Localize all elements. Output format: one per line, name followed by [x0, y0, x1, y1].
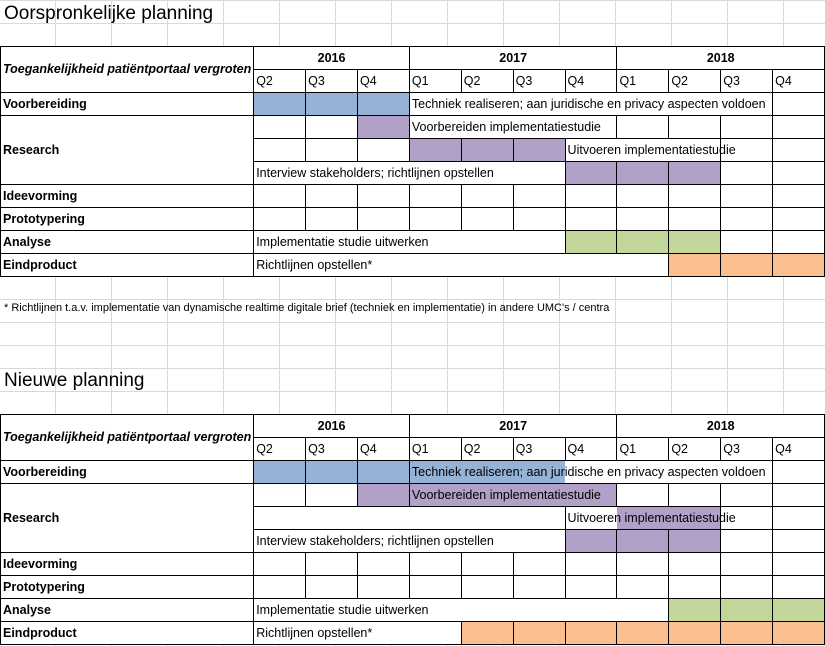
- gantt-cell: [721, 622, 773, 645]
- gantt-cell: [773, 622, 825, 645]
- gantt-cell: [669, 116, 721, 139]
- gantt-cell: [254, 254, 373, 277]
- gantt-cell: [721, 116, 773, 139]
- gantt-cell: [357, 484, 409, 507]
- row-label-voorbereiding: Voorbereiding: [1, 93, 254, 116]
- gantt-cell: [306, 461, 358, 484]
- gantt-cell: [409, 461, 766, 484]
- gantt-cell: [461, 622, 513, 645]
- gantt-cell: [669, 622, 721, 645]
- gantt-cell: [669, 599, 721, 622]
- row-label-prototypering: Prototypering: [1, 208, 254, 231]
- gantt-cell: [306, 484, 358, 507]
- quarter-header: Q2: [254, 70, 306, 93]
- gantt-cell: [617, 231, 669, 254]
- gantt-cell: [357, 507, 409, 530]
- gantt-cell: [669, 162, 721, 185]
- quarter-header: Q3: [513, 438, 565, 461]
- row-analyse: [1, 599, 825, 622]
- row-label-ideevorming: Ideevorming: [1, 553, 254, 576]
- year-2016: 2016: [254, 415, 410, 438]
- gantt-cell: [513, 162, 565, 185]
- quarter-header: Q3: [513, 70, 565, 93]
- quarter-header: Q4: [773, 438, 825, 461]
- row-ideevorming: [1, 553, 825, 576]
- gantt-cell: [669, 231, 721, 254]
- task-uitvoeren: Uitvoeren implementatiestudie: [567, 511, 736, 525]
- gantt-cell: [721, 530, 773, 553]
- row-label-analyse: Analyse: [1, 599, 254, 622]
- gantt-cell: [773, 254, 825, 277]
- gantt-cell: [254, 622, 373, 645]
- row-prototypering: [1, 576, 825, 599]
- quarter-header: Q2: [669, 70, 721, 93]
- gantt-cell: [254, 484, 306, 507]
- quarter-header: Q4: [565, 438, 617, 461]
- quarter-header: Q4: [565, 70, 617, 93]
- gantt-cell: [721, 599, 773, 622]
- gantt-cell: [565, 139, 736, 162]
- quarter-header: Q1: [409, 70, 461, 93]
- gantt-cell: [669, 484, 721, 507]
- gantt-cell: [461, 507, 513, 530]
- original-planning-table: [0, 46, 825, 277]
- gantt-cell: [721, 484, 773, 507]
- gantt-cell: [254, 231, 429, 254]
- row-label-research: Research: [1, 116, 254, 185]
- quarter-header: Q2: [669, 438, 721, 461]
- gantt-cell: [617, 622, 669, 645]
- table-header-label: Toegankelijkheid patiëntportaal vergroten: [1, 415, 254, 461]
- task-voorbereiden: Voorbereiden implementatiestudie: [411, 488, 601, 502]
- gantt-cell: [254, 93, 306, 116]
- gantt-cell: [617, 530, 669, 553]
- gantt-cell: [513, 507, 565, 530]
- year-2018: 2018: [617, 47, 825, 70]
- task-richtlijnen: Richtlijnen opstellen*: [256, 258, 373, 272]
- gantt-cell: [254, 599, 429, 622]
- gantt-cell: [254, 162, 494, 185]
- row-label-voorbereiding: Voorbereiding: [1, 461, 254, 484]
- gantt-cell: [513, 622, 565, 645]
- gantt-cell: [409, 484, 601, 507]
- gantt-cell: [254, 116, 306, 139]
- gantt-cell: [773, 139, 825, 162]
- gantt-cell: [254, 530, 494, 553]
- row-label-eindproduct: Eindproduct: [1, 254, 254, 277]
- task-implementatie: Implementatie studie uitwerken: [256, 603, 429, 617]
- quarter-header: Q4: [773, 70, 825, 93]
- row-eindproduct: [1, 254, 825, 277]
- gantt-cell: [773, 484, 825, 507]
- gantt-cell: [565, 231, 617, 254]
- gantt-cell: [254, 507, 306, 530]
- gantt-cell: [254, 139, 306, 162]
- row-label-prototypering: Prototypering: [1, 576, 254, 599]
- row-research-1: [1, 116, 825, 139]
- quarter-header: Q3: [306, 70, 358, 93]
- gantt-cell: [513, 530, 565, 553]
- row-voorbereiding: [1, 93, 825, 116]
- row-label-ideevorming: Ideevorming: [1, 185, 254, 208]
- gantt-cell: [617, 162, 669, 185]
- quarter-header: Q1: [409, 438, 461, 461]
- gantt-cell: [357, 93, 409, 116]
- quarter-header: Q2: [461, 70, 513, 93]
- quarter-header: Q3: [721, 438, 773, 461]
- gantt-cell: [357, 139, 409, 162]
- row-analyse: [1, 231, 825, 254]
- gantt-cell: [306, 116, 358, 139]
- task-techniek: Techniek realiseren; aan juridische en privacy aspecten voldoen: [411, 465, 766, 479]
- year-2016: 2016: [254, 47, 410, 70]
- quarter-header: Q2: [254, 438, 306, 461]
- year-2017: 2017: [409, 47, 617, 70]
- gantt-cell: [617, 116, 669, 139]
- gantt-cell: [565, 622, 617, 645]
- year-2018: 2018: [617, 415, 825, 438]
- gantt-cell: [669, 530, 721, 553]
- gantt-cell: [409, 139, 461, 162]
- task-interview: Interview stakeholders; richtlijnen opstellen: [256, 166, 494, 180]
- quarter-header: Q3: [306, 438, 358, 461]
- task-techniek: Techniek realiseren; aan juridische en privacy aspecten voldoen: [411, 97, 766, 111]
- row-label-analyse: Analyse: [1, 231, 254, 254]
- year-2017: 2017: [409, 415, 617, 438]
- gantt-cell: [306, 507, 358, 530]
- gantt-cell: [669, 254, 721, 277]
- gantt-cell: [357, 461, 409, 484]
- quarter-header: Q2: [461, 438, 513, 461]
- row-eindproduct: [1, 622, 825, 645]
- quarter-header: Q4: [357, 70, 409, 93]
- row-research-1: [1, 484, 825, 507]
- gantt-cell: [409, 507, 461, 530]
- row-label-research: Research: [1, 484, 254, 553]
- gantt-cell: [617, 484, 669, 507]
- gantt-cell: [773, 599, 825, 622]
- original-planning-title: Oorspronkelijke planning: [4, 3, 214, 24]
- gantt-cell: [773, 507, 825, 530]
- gantt-cell: [409, 93, 766, 116]
- gantt-cell: [565, 530, 617, 553]
- quarter-header: Q3: [721, 70, 773, 93]
- quarter-header: Q4: [357, 438, 409, 461]
- gantt-cell: [773, 116, 825, 139]
- row-ideevorming: [1, 185, 825, 208]
- gantt-cell: [565, 162, 617, 185]
- gantt-cell: [721, 162, 773, 185]
- task-uitvoeren: Uitvoeren implementatiestudie: [567, 143, 736, 157]
- quarter-header: Q1: [617, 70, 669, 93]
- gantt-cell: [721, 254, 773, 277]
- gantt-cell: [357, 116, 409, 139]
- row-voorbereiding: [1, 461, 825, 484]
- row-label-eindproduct: Eindproduct: [1, 622, 254, 645]
- gantt-cell: [409, 116, 601, 139]
- gantt-cell: [306, 139, 358, 162]
- quarter-header: Q1: [617, 438, 669, 461]
- footnote: * Richtlijnen t.a.v. implementatie van dynamische realtime digitale brief (techniek en implementatie) in andere UMC's / centra: [4, 302, 610, 314]
- task-voorbereiden: Voorbereiden implementatiestudie: [411, 120, 601, 134]
- task-implementatie: Implementatie studie uitwerken: [256, 235, 429, 249]
- gantt-cell: [773, 461, 825, 484]
- gantt-cell: [565, 507, 736, 530]
- gantt-cell: [254, 461, 306, 484]
- new-planning-table: [0, 414, 825, 645]
- row-prototypering: [1, 208, 825, 231]
- task-interview: Interview stakeholders; richtlijnen opstellen: [256, 534, 494, 548]
- gantt-cell: [773, 530, 825, 553]
- task-richtlijnen: Richtlijnen opstellen*: [256, 626, 373, 640]
- gantt-cell: [306, 93, 358, 116]
- gantt-cell: [461, 139, 513, 162]
- gantt-cell: [773, 93, 825, 116]
- gantt-cell: [513, 139, 565, 162]
- new-planning-title: Nieuwe planning: [4, 370, 145, 391]
- gantt-cell: [773, 162, 825, 185]
- table-header-label: Toegankelijkheid patiëntportaal vergroten: [1, 47, 254, 93]
